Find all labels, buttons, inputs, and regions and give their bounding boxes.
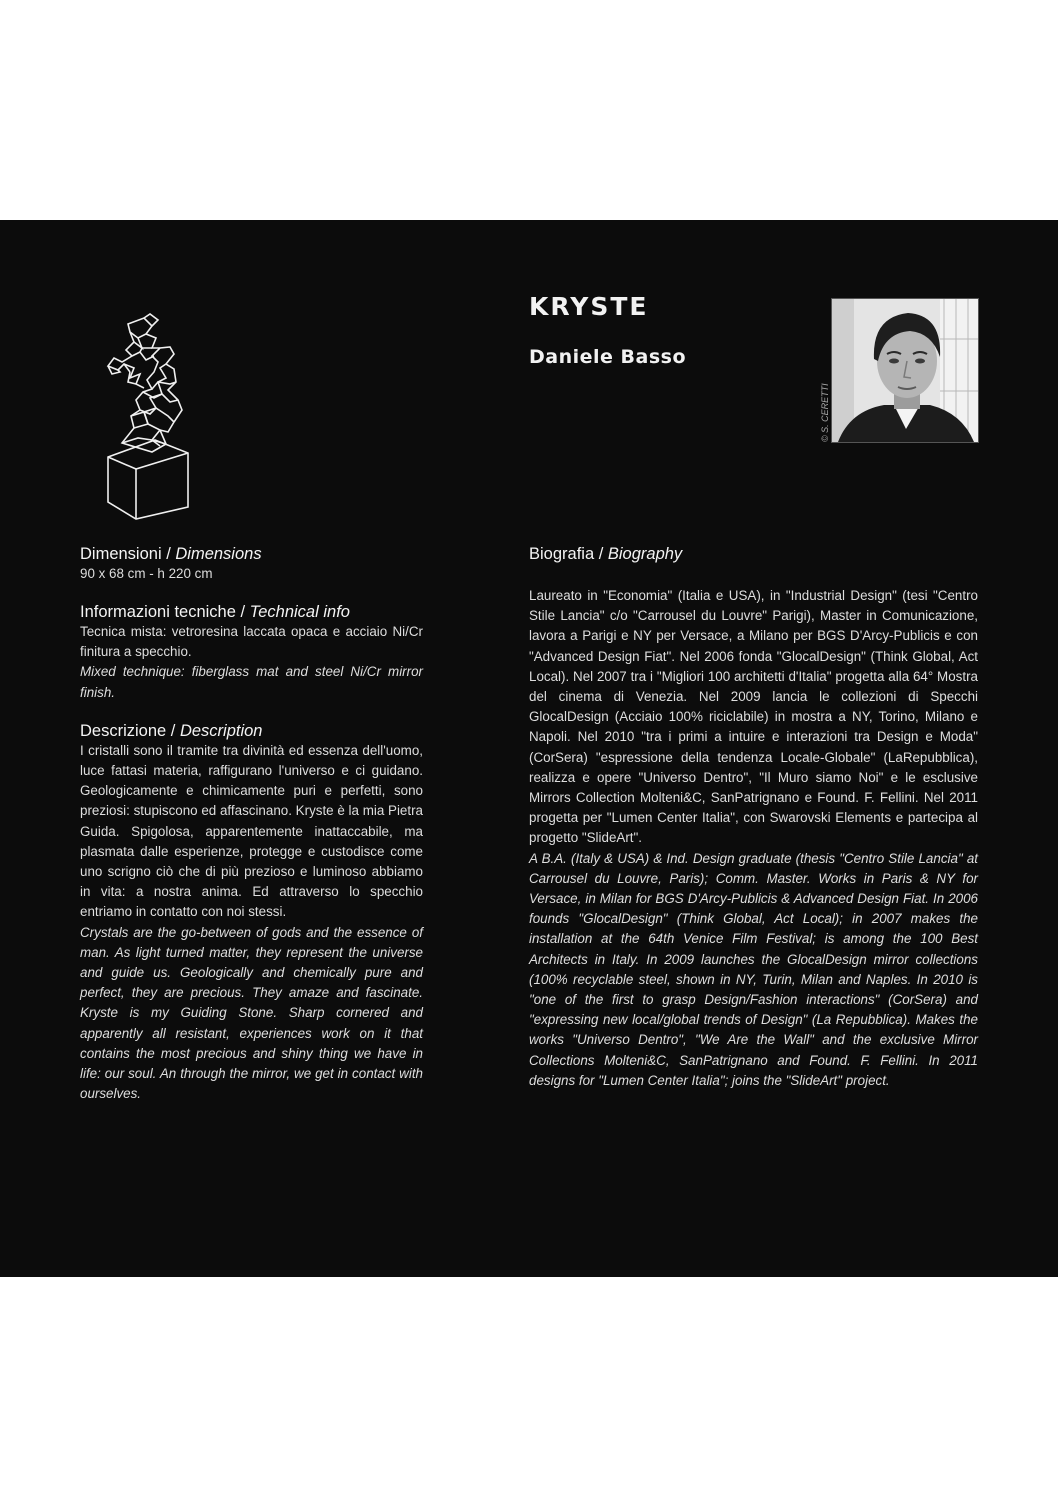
dimensions-heading-en: Dimensions [175, 545, 262, 563]
technical-text-en: Mixed technique: fiberglass mat and steel Ni/Cr mirror finish. [80, 664, 423, 700]
biography-heading-en: Biography [607, 545, 683, 563]
left-column [80, 544, 423, 1104]
biography-text-en: A B.A. (Italy & USA) & Ind. Design graduate (thesis "Centro Stile Lancia" at Carrousel du Louvre, Paris); Comm. Master. Works in Paris & NY for Versace, in Milan for BGS D'Arcy-Publicis & Advanced Design Fiat. In 2006 founds "GlocalDesign" (Think Global, Act Local); in 2007 makes the installation at the 64th Venice Film Festival; is among the 100 Best Architects in Italy. In 2009 launches the GlocalDesign mirror collections (100% recyclable steel, shown in NY, Turin, Milan and Naples. In 2010 is "one of the first to grasp Design/Fashion interactions" (CorSera) and "expressing new local/global trends of Design" (La Repubblica). Makes the works "Universo Dentro", "We Are the Wall" and the exclusive Mirror Collections Molteni&C, SanPatrignano and Found. F. Fellini. In 2011 designs for "Lumen Center Italia"; joins the "SlideArt" project. [529, 850, 978, 1088]
right-column [529, 544, 978, 1091]
sculpture-drawing [100, 312, 200, 522]
description-heading [80, 721, 423, 741]
technical-heading-en: Technical info [249, 603, 350, 621]
portrait-image [832, 299, 978, 442]
dimensions-value: 90 x 68 cm - h 220 cm [80, 566, 213, 581]
description-heading-en: Description [179, 721, 263, 740]
biography-heading-it: Biografia / [529, 545, 608, 563]
artist-name: Daniele Basso [529, 346, 687, 368]
biography-text-it: Laureato in "Economia" (Italia e USA), in "Industrial Design" (tesi "Centro Stile Lancia" c/o "Carrousel du Louvre" Parigi), Master in Comunicazione, lavora a Parigi e NY per Versace, a Milano per BGS D'Arcy-Publicis e con "Advanced Design Fiat". Nel 2006 fonda "GlocalDesign" (Think Global, Act Local). Nel 2007 tra i "Migliori 100 architetti d'Italia" progetta alla 64° Mostra del cinema di Venezia. Nel 2009 lancia le collezioni di Specchi GlocalDesign (Acciaio 100% riciclabile) in mostra a NY, Torino, Milano e Napoli. Nel 2010 "tra i primi a intuire e interazioni tra Design e Moda" (CorSera) "espressione della tendenza Locale-Globale" (LaRepubblica), realizza e opere "Universo Dentro", "Il Muro siamo Noi" e le esclusive Mirrors Collection Molteni&C, SanPatrignano e Found. F. Fellini. Nel 2011 progetta per "Lumen Center Italia", con Swarovski Elements e partecipa al progetto "SlideArt". [529, 588, 978, 846]
technical-heading-it: Informazioni tecniche / [80, 603, 250, 621]
dimensions-heading-it: Dimensioni / [80, 545, 176, 563]
description-heading-it: Descrizione / [80, 721, 180, 740]
photo-credit-text: © S. CERETTI [820, 383, 830, 442]
photo-credit [815, 382, 831, 442]
description-text-it: I cristalli sono il tramite tra divinità ed essenza dell'uomo, luce fattasi materia, raffigurano l'universo e ci guidano. Geologicamente e chimicamente puri e perfetti, sono preziosi: stupiscono ed affascinano. Kryste è la mia Pietra Guida. Spigolosa, apparentemente inattaccabile, ma plasmata dalle esperienze, protegge e custodisce come uno scrigno ciò che di più prezioso e luminoso abbiamo in vita: a nostra anima. Ed attraverso lo specchio entriamo in contatto con noi stessi. [80, 742, 423, 920]
dimensions-heading [80, 544, 423, 564]
description-text-en: Crystals are the go-between of gods and the essence of man. As light turned matter, they represent the universe and guide us. Geologically and chemically pure and perfect, they are precious. They amaze and fascinate. Kryste is my Guiding Stone. Sharp cornered and apparently all resistant, experiences work on it that contains the most precious and shiny thing we have in life: our soul. An through the mirror, we get in contact with ourselves. [80, 924, 423, 1102]
biography-heading [529, 544, 978, 564]
technical-heading [80, 602, 423, 622]
artwork-title: KRYSTE [529, 292, 649, 321]
technical-text-it: Tecnica mista: vetroresina laccata opaca e acciaio Ni/Cr finitura a specchio. [80, 624, 423, 660]
artist-portrait [831, 298, 979, 443]
